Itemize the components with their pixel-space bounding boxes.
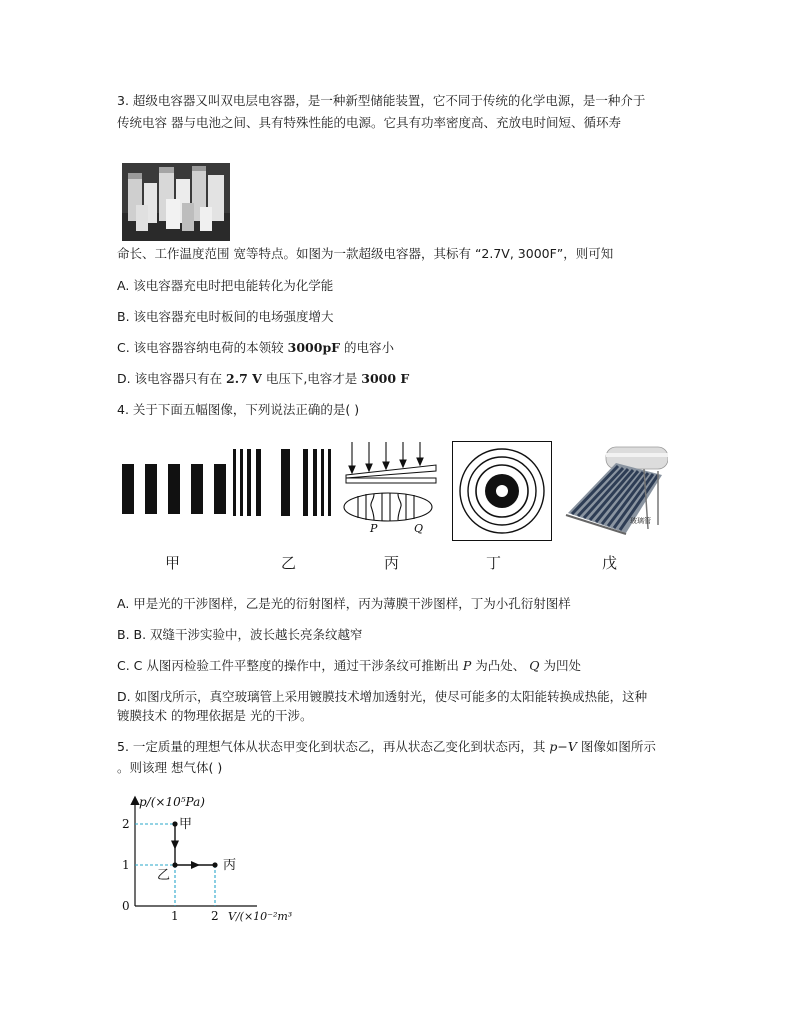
q5-stem-line-1 (117, 738, 656, 756)
x-axis-label: V/(×10⁻²m³ (228, 910, 293, 923)
state-point (172, 821, 177, 826)
q5-stem-text: 5. 一定质量的理想气体从状态甲变化到状态乙，再从状态乙变化到状态丙，其 (117, 739, 550, 754)
q4-option-d-line-2: 镀膜技术 的物理依据是 光的干涉。 (117, 708, 313, 723)
q4-option-c-text-mid: 为凸处、 (471, 658, 530, 673)
q3-stem-line-1: 3. 超级电容器又叫双电层电容器，是一种新型储能装置，它不同于传统的化学电源，是一种介于 (117, 93, 646, 108)
caption-bing: 丙 (384, 554, 400, 572)
q4-option-a: A. 甲是光的干涉图样，乙是光的衍射图样，丙为薄膜干涉图样，丁为小孔衍射图样 (117, 596, 571, 611)
q5-stem-math: p−V (549, 739, 577, 754)
q3-option-a: A. 该电容器充电时把电能转化为化学能 (117, 278, 334, 293)
q4-option-c-p: P (462, 658, 472, 673)
q3-option-c-text-end: 的电容小 (340, 340, 395, 355)
x-tick-label: 1 (171, 909, 179, 923)
q3-option-d-voltage: 2.7 V (226, 371, 262, 386)
q4-option-c-text: C. C 从图丙检验工件平整度的操作中，通过干涉条纹可推断出 (117, 658, 463, 673)
state-point (172, 862, 177, 867)
solar-water-heater-photo (558, 441, 668, 537)
x-tick-label: 2 (211, 909, 219, 923)
process-arrow (171, 841, 179, 850)
process-arrow (191, 861, 200, 869)
q3-stem-line-2: 传统电容 器与电池之间、具有特殊性能的电源。它具有功率密度高、充放电时间短、循环寿 (117, 115, 621, 130)
state-label: 丙 (223, 858, 237, 873)
y-axis-label: p/(×10⁵Pa) (139, 795, 205, 809)
state-label: 乙 (157, 868, 171, 883)
q4-option-b: B. B. 双缝干涉实验中，波长越长亮条纹越窄 (117, 627, 363, 642)
y-tick-label: 1 (122, 858, 130, 872)
interference-pattern-figure (122, 464, 228, 514)
supercapacitor-photo (122, 163, 230, 241)
q3-option-c (117, 339, 394, 357)
circular-diffraction-figure (452, 441, 552, 541)
point-p-label: P (370, 522, 378, 535)
q3-option-d-text: D. 该电容器只有在 (117, 371, 227, 386)
pv-graph (112, 790, 312, 926)
glass-tube-label: 玻璃管 (630, 517, 651, 525)
caption-wu: 戊 (602, 554, 618, 572)
diffraction-pattern-figure (233, 449, 331, 516)
q3-option-c-text: C. 该电容器容纳电荷的本领较 (117, 340, 288, 355)
caption-yi: 乙 (281, 554, 297, 572)
q3-option-b: B. 该电容器充电时板间的电场强度增大 (117, 309, 334, 324)
q4-option-c-text-end: 为凹处 (539, 658, 581, 673)
q3-option-d-text-mid: 电压下,电容才是 (261, 371, 362, 386)
y-tick-label: 2 (122, 817, 130, 831)
state-label: 甲 (179, 817, 193, 832)
q3-option-c-value: 3000pF (287, 340, 341, 355)
y-tick-label: 0 (122, 899, 130, 913)
q4-option-d-line-1: D. 如图戊所示，真空玻璃管上采用镀膜技术增加透射光，使尽可能多的太阳能转换成热能，这种 (117, 689, 648, 704)
q3-option-d (117, 370, 409, 388)
caption-jia: 甲 (165, 554, 181, 572)
caption-ding: 丁 (486, 554, 502, 572)
q5-stem-text-end: 图像如图所示 (576, 739, 656, 754)
thin-film-wedge-figure (340, 440, 444, 536)
state-point (212, 862, 217, 867)
q4-option-c-q: Q (529, 658, 540, 673)
q3-stem-line-3: 命长、工作温度范围 宽等特点。如图为一款超级电容器，其标有 “2.7V, 3000F”，则可知 (117, 246, 614, 261)
q5-stem-line-2: 。则该理 想气体( ) (117, 760, 223, 775)
point-q-label: Q (414, 522, 424, 535)
q3-option-d-capacitance: 3000 F (361, 371, 410, 386)
q4-stem: 4. 关于下面五幅图像，下列说法正确的是( ) (117, 402, 360, 417)
q4-option-c (117, 657, 581, 675)
